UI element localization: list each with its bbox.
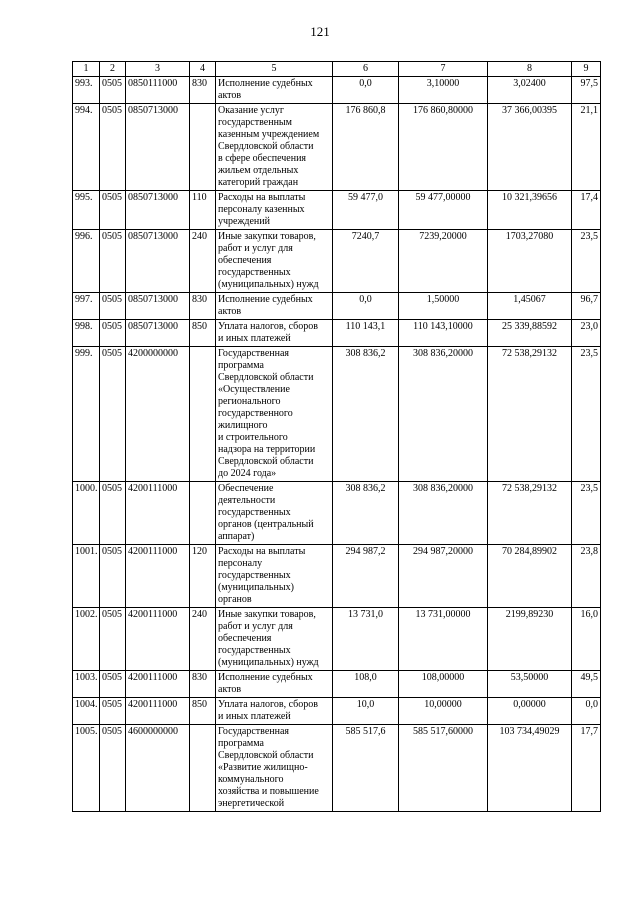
execution-percent-cell: 23,0 (572, 320, 601, 347)
approved-amount-cell: 108,0 (333, 671, 399, 698)
target-code-cell: 4200111000 (126, 671, 190, 698)
execution-percent-cell: 21,1 (572, 104, 601, 191)
expense-type-cell (190, 104, 216, 191)
revised-amount-cell: 10,00000 (399, 698, 488, 725)
row-number-cell: 1001. (73, 545, 100, 608)
expense-type-cell: 830 (190, 77, 216, 104)
execution-percent-cell: 23,5 (572, 482, 601, 545)
column-header: 3 (126, 62, 190, 77)
target-code-cell: 4200111000 (126, 698, 190, 725)
execution-percent-cell: 96,7 (572, 293, 601, 320)
execution-percent-cell: 17,4 (572, 191, 601, 230)
execution-percent-cell: 97,5 (572, 77, 601, 104)
revised-amount-cell: 3,10000 (399, 77, 488, 104)
section-code-cell: 0505 (100, 698, 126, 725)
approved-amount-cell: 7240,7 (333, 230, 399, 293)
target-code-cell: 0850713000 (126, 320, 190, 347)
execution-percent-cell: 0,0 (572, 698, 601, 725)
item-name-cell (216, 545, 333, 608)
approved-amount-cell: 294 987,2 (333, 545, 399, 608)
target-code-cell: 0850713000 (126, 293, 190, 320)
section-code-cell: 0505 (100, 293, 126, 320)
section-code-cell: 0505 (100, 725, 126, 812)
item-name-cell (216, 347, 333, 482)
item-name-cell (216, 608, 333, 671)
revised-amount-cell: 308 836,20000 (399, 347, 488, 482)
row-number-cell: 1003. (73, 671, 100, 698)
executed-amount-cell: 2199,89230 (488, 608, 572, 671)
row-number-cell: 1000. (73, 482, 100, 545)
revised-amount-cell: 110 143,10000 (399, 320, 488, 347)
row-number-cell: 1005. (73, 725, 100, 812)
table-row (73, 671, 601, 698)
executed-amount-cell: 10 321,39656 (488, 191, 572, 230)
table-row (73, 293, 601, 320)
target-code-cell: 4200111000 (126, 608, 190, 671)
target-code-cell: 4200000000 (126, 347, 190, 482)
executed-amount-cell: 1,45067 (488, 293, 572, 320)
expense-type-cell (190, 347, 216, 482)
execution-percent-cell: 23,5 (572, 347, 601, 482)
table-row (73, 230, 601, 293)
section-code-cell: 0505 (100, 608, 126, 671)
item-name-text: Исполнение судебных актов (218, 78, 313, 101)
execution-percent-cell: 49,5 (572, 671, 601, 698)
target-code-cell: 4200111000 (126, 545, 190, 608)
row-number-cell: 999. (73, 347, 100, 482)
item-name-cell (216, 698, 333, 725)
executed-amount-cell: 37 366,00395 (488, 104, 572, 191)
approved-amount-cell: 59 477,0 (333, 191, 399, 230)
row-number-cell: 995. (73, 191, 100, 230)
expense-type-cell (190, 482, 216, 545)
target-code-cell: 0850713000 (126, 230, 190, 293)
item-name-cell (216, 482, 333, 545)
column-header: 7 (399, 62, 488, 77)
approved-amount-cell: 13 731,0 (333, 608, 399, 671)
revised-amount-cell: 308 836,20000 (399, 482, 488, 545)
section-code-cell: 0505 (100, 77, 126, 104)
revised-amount-cell: 13 731,00000 (399, 608, 488, 671)
row-number-cell: 998. (73, 320, 100, 347)
row-number-cell: 997. (73, 293, 100, 320)
section-code-cell: 0505 (100, 347, 126, 482)
executed-amount-cell: 70 284,89902 (488, 545, 572, 608)
approved-amount-cell: 0,0 (333, 77, 399, 104)
header-row (73, 62, 601, 77)
section-code-cell: 0505 (100, 191, 126, 230)
item-name-cell (216, 725, 333, 812)
executed-amount-cell: 53,50000 (488, 671, 572, 698)
executed-amount-cell: 72 538,29132 (488, 347, 572, 482)
table-row (73, 725, 601, 812)
approved-amount-cell: 308 836,2 (333, 482, 399, 545)
column-header: 4 (190, 62, 216, 77)
item-name-text: Исполнение судебных актов (218, 294, 313, 317)
item-name-text: Уплата налогов, сборов и иных платежей (218, 321, 318, 344)
execution-percent-cell: 23,8 (572, 545, 601, 608)
table-row (73, 608, 601, 671)
revised-amount-cell: 108,00000 (399, 671, 488, 698)
expense-type-cell: 240 (190, 608, 216, 671)
table-row (73, 77, 601, 104)
item-name-cell (216, 293, 333, 320)
item-name-text: Государственная программа Свердловской области «Осуществление регионального государственного жилищного и строительного надзора на территории Свердловской области до 2024 года» (218, 348, 316, 479)
revised-amount-cell: 1,50000 (399, 293, 488, 320)
section-code-cell: 0505 (100, 671, 126, 698)
table-row (73, 347, 601, 482)
revised-amount-cell: 7239,20000 (399, 230, 488, 293)
column-header: 5 (216, 62, 333, 77)
item-name-cell (216, 230, 333, 293)
expense-type-cell: 120 (190, 545, 216, 608)
item-name-text: Иные закупки товаров, работ и услуг для обеспечения государственных (муниципальных) нужд (218, 231, 319, 290)
item-name-text: Иные закупки товаров, работ и услуг для обеспечения государственных (муниципальных) нужд (218, 609, 319, 668)
row-number-cell: 993. (73, 77, 100, 104)
approved-amount-cell: 585 517,6 (333, 725, 399, 812)
expense-type-cell: 110 (190, 191, 216, 230)
item-name-text: Обеспечение деятельности государственных органов (центральный аппарат) (218, 483, 314, 542)
table-row (73, 482, 601, 545)
expense-type-cell: 830 (190, 671, 216, 698)
approved-amount-cell: 176 860,8 (333, 104, 399, 191)
section-code-cell: 0505 (100, 104, 126, 191)
column-header: 6 (333, 62, 399, 77)
table-row (73, 104, 601, 191)
item-name-text: Расходы на выплаты персоналу государственных (муниципальных) органов (218, 546, 306, 605)
target-code-cell: 0850713000 (126, 191, 190, 230)
row-number-cell: 996. (73, 230, 100, 293)
column-header: 1 (73, 62, 100, 77)
column-header: 8 (488, 62, 572, 77)
item-name-text: Уплата налогов, сборов и иных платежей (218, 699, 318, 722)
execution-percent-cell: 16,0 (572, 608, 601, 671)
section-code-cell: 0505 (100, 320, 126, 347)
expense-type-cell: 850 (190, 320, 216, 347)
row-number-cell: 1002. (73, 608, 100, 671)
item-name-cell (216, 104, 333, 191)
revised-amount-cell: 176 860,80000 (399, 104, 488, 191)
table-row (73, 320, 601, 347)
table-row (73, 191, 601, 230)
executed-amount-cell: 1703,27080 (488, 230, 572, 293)
revised-amount-cell: 585 517,60000 (399, 725, 488, 812)
item-name-cell (216, 320, 333, 347)
execution-percent-cell: 23,5 (572, 230, 601, 293)
item-name-text: Государственная программа Свердловской области «Развитие жилищно- коммунального хозяйства и повышение энергетической (218, 726, 319, 809)
section-code-cell: 0505 (100, 230, 126, 293)
approved-amount-cell: 308 836,2 (333, 347, 399, 482)
item-name-text: Исполнение судебных актов (218, 672, 313, 695)
execution-percent-cell: 17,7 (572, 725, 601, 812)
revised-amount-cell: 294 987,20000 (399, 545, 488, 608)
item-name-text: Оказание услуг государственным казенным учреждением Свердловской области в сфере обеспечения жильем отдельных категорий граждан (218, 105, 320, 188)
executed-amount-cell: 25 339,88592 (488, 320, 572, 347)
section-code-cell: 0505 (100, 482, 126, 545)
item-name-cell (216, 77, 333, 104)
section-code-cell: 0505 (100, 545, 126, 608)
target-code-cell: 4200111000 (126, 482, 190, 545)
item-name-cell (216, 671, 333, 698)
page-number: 121 (310, 24, 330, 39)
column-header: 9 (572, 62, 601, 77)
approved-amount-cell: 0,0 (333, 293, 399, 320)
item-name-cell (216, 191, 333, 230)
table-row (73, 698, 601, 725)
executed-amount-cell: 72 538,29132 (488, 482, 572, 545)
row-number-cell: 994. (73, 104, 100, 191)
expense-type-cell (190, 725, 216, 812)
approved-amount-cell: 10,0 (333, 698, 399, 725)
item-name-text: Расходы на выплаты персоналу казенных учреждений (218, 192, 306, 227)
expense-type-cell: 240 (190, 230, 216, 293)
target-code-cell: 0850111000 (126, 77, 190, 104)
target-code-cell: 0850713000 (126, 104, 190, 191)
executed-amount-cell: 3,02400 (488, 77, 572, 104)
column-header: 2 (100, 62, 126, 77)
executed-amount-cell: 0,00000 (488, 698, 572, 725)
budget-table (72, 61, 601, 812)
expense-type-cell: 830 (190, 293, 216, 320)
target-code-cell: 4600000000 (126, 725, 190, 812)
executed-amount-cell: 103 734,49029 (488, 725, 572, 812)
expense-type-cell: 850 (190, 698, 216, 725)
table-row (73, 545, 601, 608)
revised-amount-cell: 59 477,00000 (399, 191, 488, 230)
row-number-cell: 1004. (73, 698, 100, 725)
approved-amount-cell: 110 143,1 (333, 320, 399, 347)
